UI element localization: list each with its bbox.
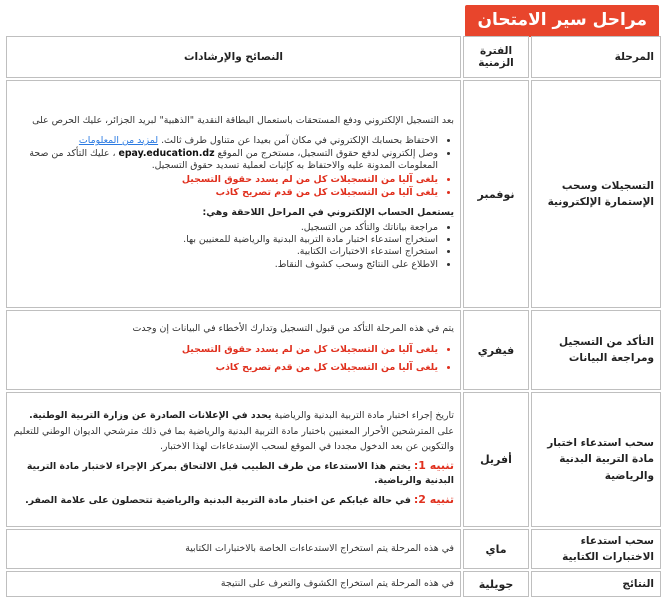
warning-label: تنبيه 1: [413,458,454,472]
bullet-text: ، عليك التأكد من صحة المعلومات المدونة عليه والاحتفاظ به كإثبات لعملية تسديد حقوق التسجيل. [29,147,438,171]
warning-item: • يلغى آليا من التسجيلات كل من قدم تصريح كاذب [13,362,438,374]
advice-cell: في هذه المرحلة يتم استخراج الكشوف والتعرف على النتيجة [6,571,461,597]
list-item [13,135,438,147]
stage-cell: سحب استدعاء اختبار مادة التربية البدنية والرياضية [531,392,661,527]
list-item: • الاطلاع على النتائج وسحب كشوف النقاط. [13,259,438,271]
page-title: مراحل سير الامتحان [465,5,659,37]
warning-item: • يلغى آليا من التسجيلات كل من قدم تصريح كاذب [13,187,438,199]
list-item: • استخراج استدعاء الاختبارات الكتابية. [13,246,438,258]
more-info-link[interactable]: لمزيد من المعلومات [78,135,159,147]
later-list [13,222,454,272]
warning-item: • يلغى آليا من التسجيلات كل من لم يسدد حقوق التسجيل [13,344,438,356]
header-advice: النصائح والإرشادات [6,36,461,78]
advice-list [13,135,454,172]
paragraph-bold: يحدد في الإعلانات الصادرة عن وزارة التربية الوطنية. [29,409,272,421]
epay-domain: epay.education.dz [118,147,215,159]
list-item: • مراجعة بياناتك والتأكد من التسجيل. [13,222,438,234]
list-item: • استخراج استدعاء اختبار مادة التربية البدنية والرياضية للمعنيين بها. [13,234,438,246]
warning-text: في حالة غيابكم عن اختبار مادة التربية البدنية والرياضية تتحصلون على علامة الصفر. [25,494,411,506]
bullet-text: الاحتفاظ بحسابك الإلكتروني في مكان آمن بعيدا عن متناول طرف ثالث. [161,135,438,147]
header-row [6,36,661,78]
header-period: الفترة الزمنية [463,36,529,78]
later-heading: يستعمل الحساب الإلكتروني في المراحل اللاحقة وهي: [202,207,454,219]
header-stage: المرحلة [531,36,661,78]
stage-cell: التسجيلات وسحب الإستمارة الإلكترونية [531,80,661,308]
advice-cell [6,80,461,308]
period-cell: أفريل [463,392,529,527]
warning-item: • يلغى آليا من التسجيلات كل من لم يسدد حقوق التسجيل [13,174,438,186]
stage-cell: التأكد من التسجيل ومراجعة البيانات [531,310,661,390]
stage-cell: سحب استدعاء الاختبارات الكتابية [531,529,661,569]
list-item [13,148,438,173]
advice-cell [6,392,461,527]
warning-note [13,491,454,509]
advice-cell [6,310,461,390]
advice-intro: بعد التسجيل الإلكتروني ودفع المستحقات باستعمال البطاقة النقدية "الذهبية" لبريد الجزائر، عليك الحرص على [32,114,454,126]
bullet-text: وصل إلكتروني لدفع حقوق التسجيل، مستخرج من الموقع [217,147,438,159]
period-cell: ماي [463,529,529,569]
advice-paragraph [13,409,454,424]
table-row [6,392,661,527]
title-banner [465,5,659,37]
paragraph-text: تاريخ إجراء اختبار مادة التربية البدنية والرياضية [274,409,454,421]
warning-list [13,344,454,375]
table-row [6,571,661,597]
table-row [6,80,661,308]
warning-note [13,457,454,489]
period-cell: جويلية [463,571,529,597]
advice-cell: في هذه المرحلة يتم استخراج الاستدعاءات الخاصة بالاختبارات الكتابية [6,529,461,569]
period-cell: فيفري [463,310,529,390]
warning-list [13,174,454,199]
stage-cell: النتائج [531,571,661,597]
table-row [6,529,661,569]
warning-label: تنبيه 2: [413,492,454,506]
table-row [6,310,661,390]
advice-intro: يتم في هذه المرحلة التأكد من قبول التسجيل وتدارك الأخطاء في البيانات إن وجدت [132,323,454,335]
exam-stages-table [4,34,663,599]
warning-text: يختم هذا الاستدعاء من طرف الطبيب قبل الالتحاق بمركز الإجراء لاختبار مادة التربية البدنية والرياضية. [26,460,454,487]
period-cell: نوفمبر [463,80,529,308]
advice-paragraph: على المترشحين الأحرار المعنيين باختبار مادة التربية البدنية والرياضية بما في ذلك مترشحي الديوان الوطني للتعليم والتكوين عن بعد الدخول مجددا في الموقع لسحب الإستدعاءات لهذا الاختبار. [13,426,454,452]
